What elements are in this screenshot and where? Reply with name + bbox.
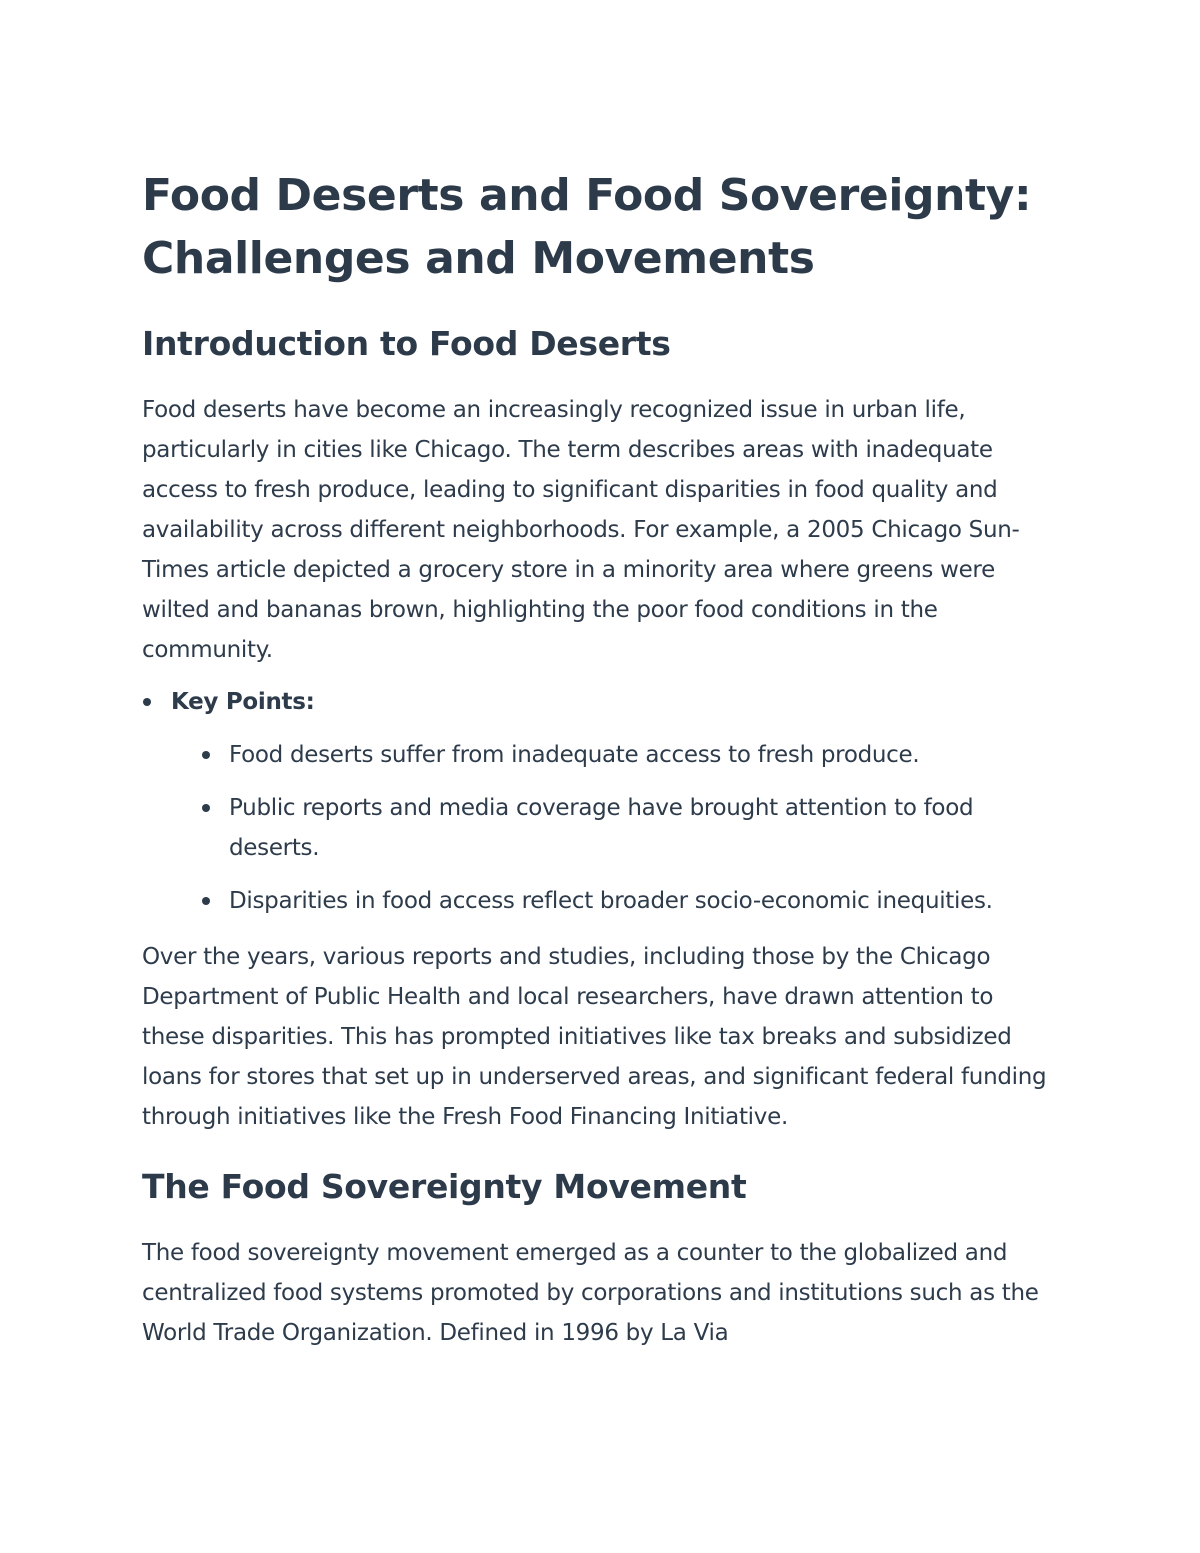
bullet-icon [143,698,151,706]
intro-paragraph: Food deserts have become an increasingly recognized issue in urban life, particularly in cities like Chicago. The term describes areas with inadequate access to fresh produce, leading to significant disparities in food quality and availability across different neighborhoods. For example, a 2005 Chicago Sun-Times article depicted a grocery store in a minority area where greens were wilted and bananas brown, highlighting the poor food conditions in the community. [142,397,1020,663]
bullet-icon [202,897,210,905]
reports-paragraph: Over the years, various reports and studies, including those by the Chicago Department of Public Health and local researchers, have drawn attention to these disparities. This has prompted initiatives like tax breaks and subsidized loans for stores that set up in underserved areas, and significant federal funding through initiatives like the Fresh Food Financing Initiative. [142,944,1047,1130]
key-points-sublist [171,735,1060,921]
list-item [171,881,1060,921]
list-item-text: Public reports and media coverage have brought attention to food deserts. [229,795,974,861]
key-points-list [142,682,1060,921]
section-heading-intro: Introduction to Food Deserts [142,324,671,363]
key-points-item [142,682,1060,921]
page-title: Food Deserts and Food Sovereignty: Challenges and Movements [142,170,1032,284]
list-item-text: Food deserts suffer from inadequate access to fresh produce. [229,742,920,768]
list-item-text: Disparities in food access reflect broader socio-economic inequities. [229,888,993,914]
bullet-icon [202,751,210,759]
list-item [171,788,1060,868]
key-points-label: Key Points: [171,689,315,715]
bullet-icon [202,804,210,812]
sovereignty-paragraph: The food sovereignty movement emerged as a counter to the globalized and centralized food systems promoted by corporations and institutions such as the World Trade Organization. Defined in 1996 by La Via [142,1240,1039,1346]
section-heading-sovereignty: The Food Sovereignty Movement [142,1167,747,1206]
list-item [171,735,1060,775]
